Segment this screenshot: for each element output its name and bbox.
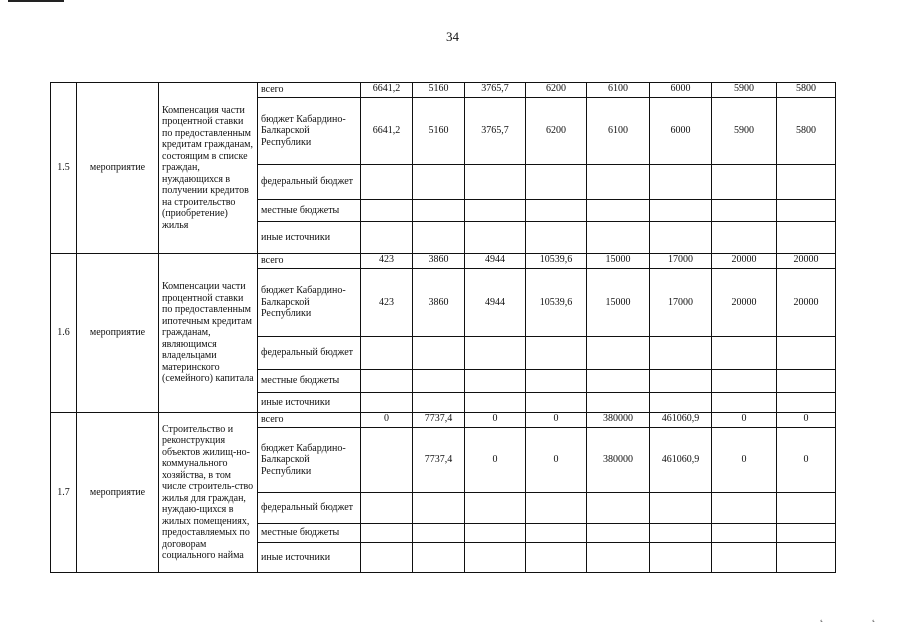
funding-value xyxy=(712,524,777,543)
funding-value xyxy=(587,370,650,393)
measure-type: мероприятие xyxy=(77,413,159,573)
funding-value xyxy=(361,165,413,200)
funding-value xyxy=(712,493,777,524)
funding-source: всего xyxy=(258,83,361,98)
funding-value xyxy=(413,337,465,370)
funding-source: бюджет Кабардино-Балкарской Республики xyxy=(258,428,361,493)
funding-value: 7737,4 xyxy=(413,413,465,428)
funding-value xyxy=(526,200,587,222)
funding-value: 6100 xyxy=(587,83,650,98)
funding-value xyxy=(526,370,587,393)
funding-value xyxy=(413,543,465,573)
funding-value xyxy=(650,493,712,524)
funding-value: 6100 xyxy=(587,98,650,165)
funding-value: 6641,2 xyxy=(361,83,413,98)
funding-value xyxy=(413,393,465,413)
funding-value xyxy=(526,337,587,370)
measure-type: мероприятие xyxy=(77,83,159,254)
funding-value xyxy=(465,337,526,370)
funding-value xyxy=(361,222,413,254)
funding-source: местные бюджеты xyxy=(258,200,361,222)
funding-value xyxy=(361,524,413,543)
funding-value: 6200 xyxy=(526,83,587,98)
funding-value xyxy=(712,222,777,254)
funding-value xyxy=(587,200,650,222)
funding-source: иные источники xyxy=(258,393,361,413)
funding-value: 0 xyxy=(777,413,836,428)
scan-mark: ˛ xyxy=(820,612,824,623)
funding-value: 5160 xyxy=(413,83,465,98)
funding-value xyxy=(361,370,413,393)
funding-value xyxy=(587,337,650,370)
measure-description: Компенсации части процентной ставки по предоставленным ипотечным кредитам гражданам, являющимся владельцами материнского (семейного) капитала xyxy=(159,254,258,413)
measure-number: 1.5 xyxy=(51,83,77,254)
funding-value: 3765,7 xyxy=(465,98,526,165)
funding-source: всего xyxy=(258,413,361,428)
funding-value: 6200 xyxy=(526,98,587,165)
measure-description: Строительство и реконструкция объектов жилищ-но-коммунального хозяйства, в том числе строитель-ство жилья для граждан, нуждаю-щихся в жилых помещениях, предоставляемых по договорам социального найма xyxy=(159,413,258,573)
funding-source: местные бюджеты xyxy=(258,370,361,393)
funding-value xyxy=(526,524,587,543)
funding-value xyxy=(587,543,650,573)
funding-value: 15000 xyxy=(587,254,650,269)
funding-value xyxy=(650,543,712,573)
funding-source: федеральный бюджет xyxy=(258,165,361,200)
funding-value xyxy=(712,543,777,573)
funding-value xyxy=(650,524,712,543)
funding-value xyxy=(465,370,526,393)
funding-value xyxy=(413,200,465,222)
funding-value xyxy=(465,493,526,524)
funding-value: 20000 xyxy=(777,269,836,337)
funding-value xyxy=(712,370,777,393)
funding-value: 4944 xyxy=(465,254,526,269)
funding-value xyxy=(361,543,413,573)
funding-value: 6641,2 xyxy=(361,98,413,165)
funding-value: 3860 xyxy=(413,254,465,269)
funding-value xyxy=(777,337,836,370)
funding-value: 0 xyxy=(361,413,413,428)
funding-value xyxy=(777,393,836,413)
funding-source: местные бюджеты xyxy=(258,524,361,543)
measure-type: мероприятие xyxy=(77,254,159,413)
funding-value xyxy=(465,165,526,200)
funding-value xyxy=(712,200,777,222)
funding-value xyxy=(361,428,413,493)
top-rule xyxy=(8,0,64,2)
funding-value xyxy=(465,543,526,573)
funding-value: 423 xyxy=(361,254,413,269)
funding-source: федеральный бюджет xyxy=(258,493,361,524)
funding-value xyxy=(526,493,587,524)
measure-number: 1.7 xyxy=(51,413,77,573)
funding-value xyxy=(465,524,526,543)
funding-value: 0 xyxy=(526,413,587,428)
funding-value: 0 xyxy=(777,428,836,493)
funding-value xyxy=(465,200,526,222)
funding-value xyxy=(465,222,526,254)
funding-source: иные источники xyxy=(258,543,361,573)
funding-value xyxy=(650,165,712,200)
funding-value xyxy=(587,393,650,413)
page-number: 34 xyxy=(446,29,459,44)
funding-value xyxy=(777,222,836,254)
funding-value: 5900 xyxy=(712,83,777,98)
funding-value: 10539,6 xyxy=(526,254,587,269)
funding-value xyxy=(587,524,650,543)
funding-value: 5800 xyxy=(777,98,836,165)
funding-value xyxy=(650,393,712,413)
funding-value: 423 xyxy=(361,269,413,337)
funding-value xyxy=(650,337,712,370)
funding-value xyxy=(777,524,836,543)
funding-value: 10539,6 xyxy=(526,269,587,337)
funding-value xyxy=(526,165,587,200)
funding-value: 17000 xyxy=(650,269,712,337)
funding-value: 5800 xyxy=(777,83,836,98)
funding-value: 15000 xyxy=(587,269,650,337)
funding-source: бюджет Кабардино-Балкарской Республики xyxy=(258,98,361,165)
funding-value xyxy=(361,493,413,524)
funding-value xyxy=(587,165,650,200)
funding-value: 0 xyxy=(712,413,777,428)
funding-value xyxy=(413,493,465,524)
scan-mark: ˛ xyxy=(872,612,876,623)
funding-value: 20000 xyxy=(712,254,777,269)
funding-value: 461060,9 xyxy=(650,428,712,493)
funding-value xyxy=(587,222,650,254)
program-measures-table xyxy=(50,82,836,573)
funding-value xyxy=(777,493,836,524)
funding-value xyxy=(413,524,465,543)
funding-value xyxy=(465,393,526,413)
funding-value xyxy=(413,222,465,254)
funding-source: федеральный бюджет xyxy=(258,337,361,370)
funding-value xyxy=(650,200,712,222)
funding-source: всего xyxy=(258,254,361,269)
funding-value: 17000 xyxy=(650,254,712,269)
funding-value: 380000 xyxy=(587,413,650,428)
funding-value: 7737,4 xyxy=(413,428,465,493)
measure-description: Компенсация части процентной ставки по предоставленным кредитам гражданам, состоящим в списке граждан, нуждающихся в получении кредитов на строительство (приобретение) жилья xyxy=(159,83,258,254)
funding-value xyxy=(712,393,777,413)
funding-value xyxy=(777,370,836,393)
funding-source: бюджет Кабардино-Балкарской Республики xyxy=(258,269,361,337)
measure-number: 1.6 xyxy=(51,254,77,413)
funding-value: 0 xyxy=(526,428,587,493)
funding-value xyxy=(712,165,777,200)
funding-value xyxy=(413,165,465,200)
funding-value: 4944 xyxy=(465,269,526,337)
funding-value: 0 xyxy=(465,413,526,428)
table-row xyxy=(51,413,836,428)
funding-value: 461060,9 xyxy=(650,413,712,428)
funding-value xyxy=(777,165,836,200)
funding-value: 20000 xyxy=(712,269,777,337)
table-row xyxy=(51,83,836,98)
table-row xyxy=(51,254,836,269)
funding-source: иные источники xyxy=(258,222,361,254)
funding-value: 5160 xyxy=(413,98,465,165)
funding-value: 20000 xyxy=(777,254,836,269)
funding-value xyxy=(650,222,712,254)
funding-value xyxy=(361,200,413,222)
funding-value: 5900 xyxy=(712,98,777,165)
funding-value: 3860 xyxy=(413,269,465,337)
funding-value xyxy=(526,222,587,254)
funding-value xyxy=(413,370,465,393)
funding-value xyxy=(526,393,587,413)
funding-value: 3765,7 xyxy=(465,83,526,98)
funding-value xyxy=(587,493,650,524)
funding-value: 0 xyxy=(712,428,777,493)
funding-value xyxy=(712,337,777,370)
funding-value xyxy=(526,543,587,573)
funding-value xyxy=(361,393,413,413)
funding-value: 6000 xyxy=(650,98,712,165)
funding-value: 380000 xyxy=(587,428,650,493)
funding-value xyxy=(650,370,712,393)
funding-value xyxy=(777,543,836,573)
funding-value xyxy=(777,200,836,222)
funding-value: 6000 xyxy=(650,83,712,98)
funding-value xyxy=(361,337,413,370)
funding-value: 0 xyxy=(465,428,526,493)
